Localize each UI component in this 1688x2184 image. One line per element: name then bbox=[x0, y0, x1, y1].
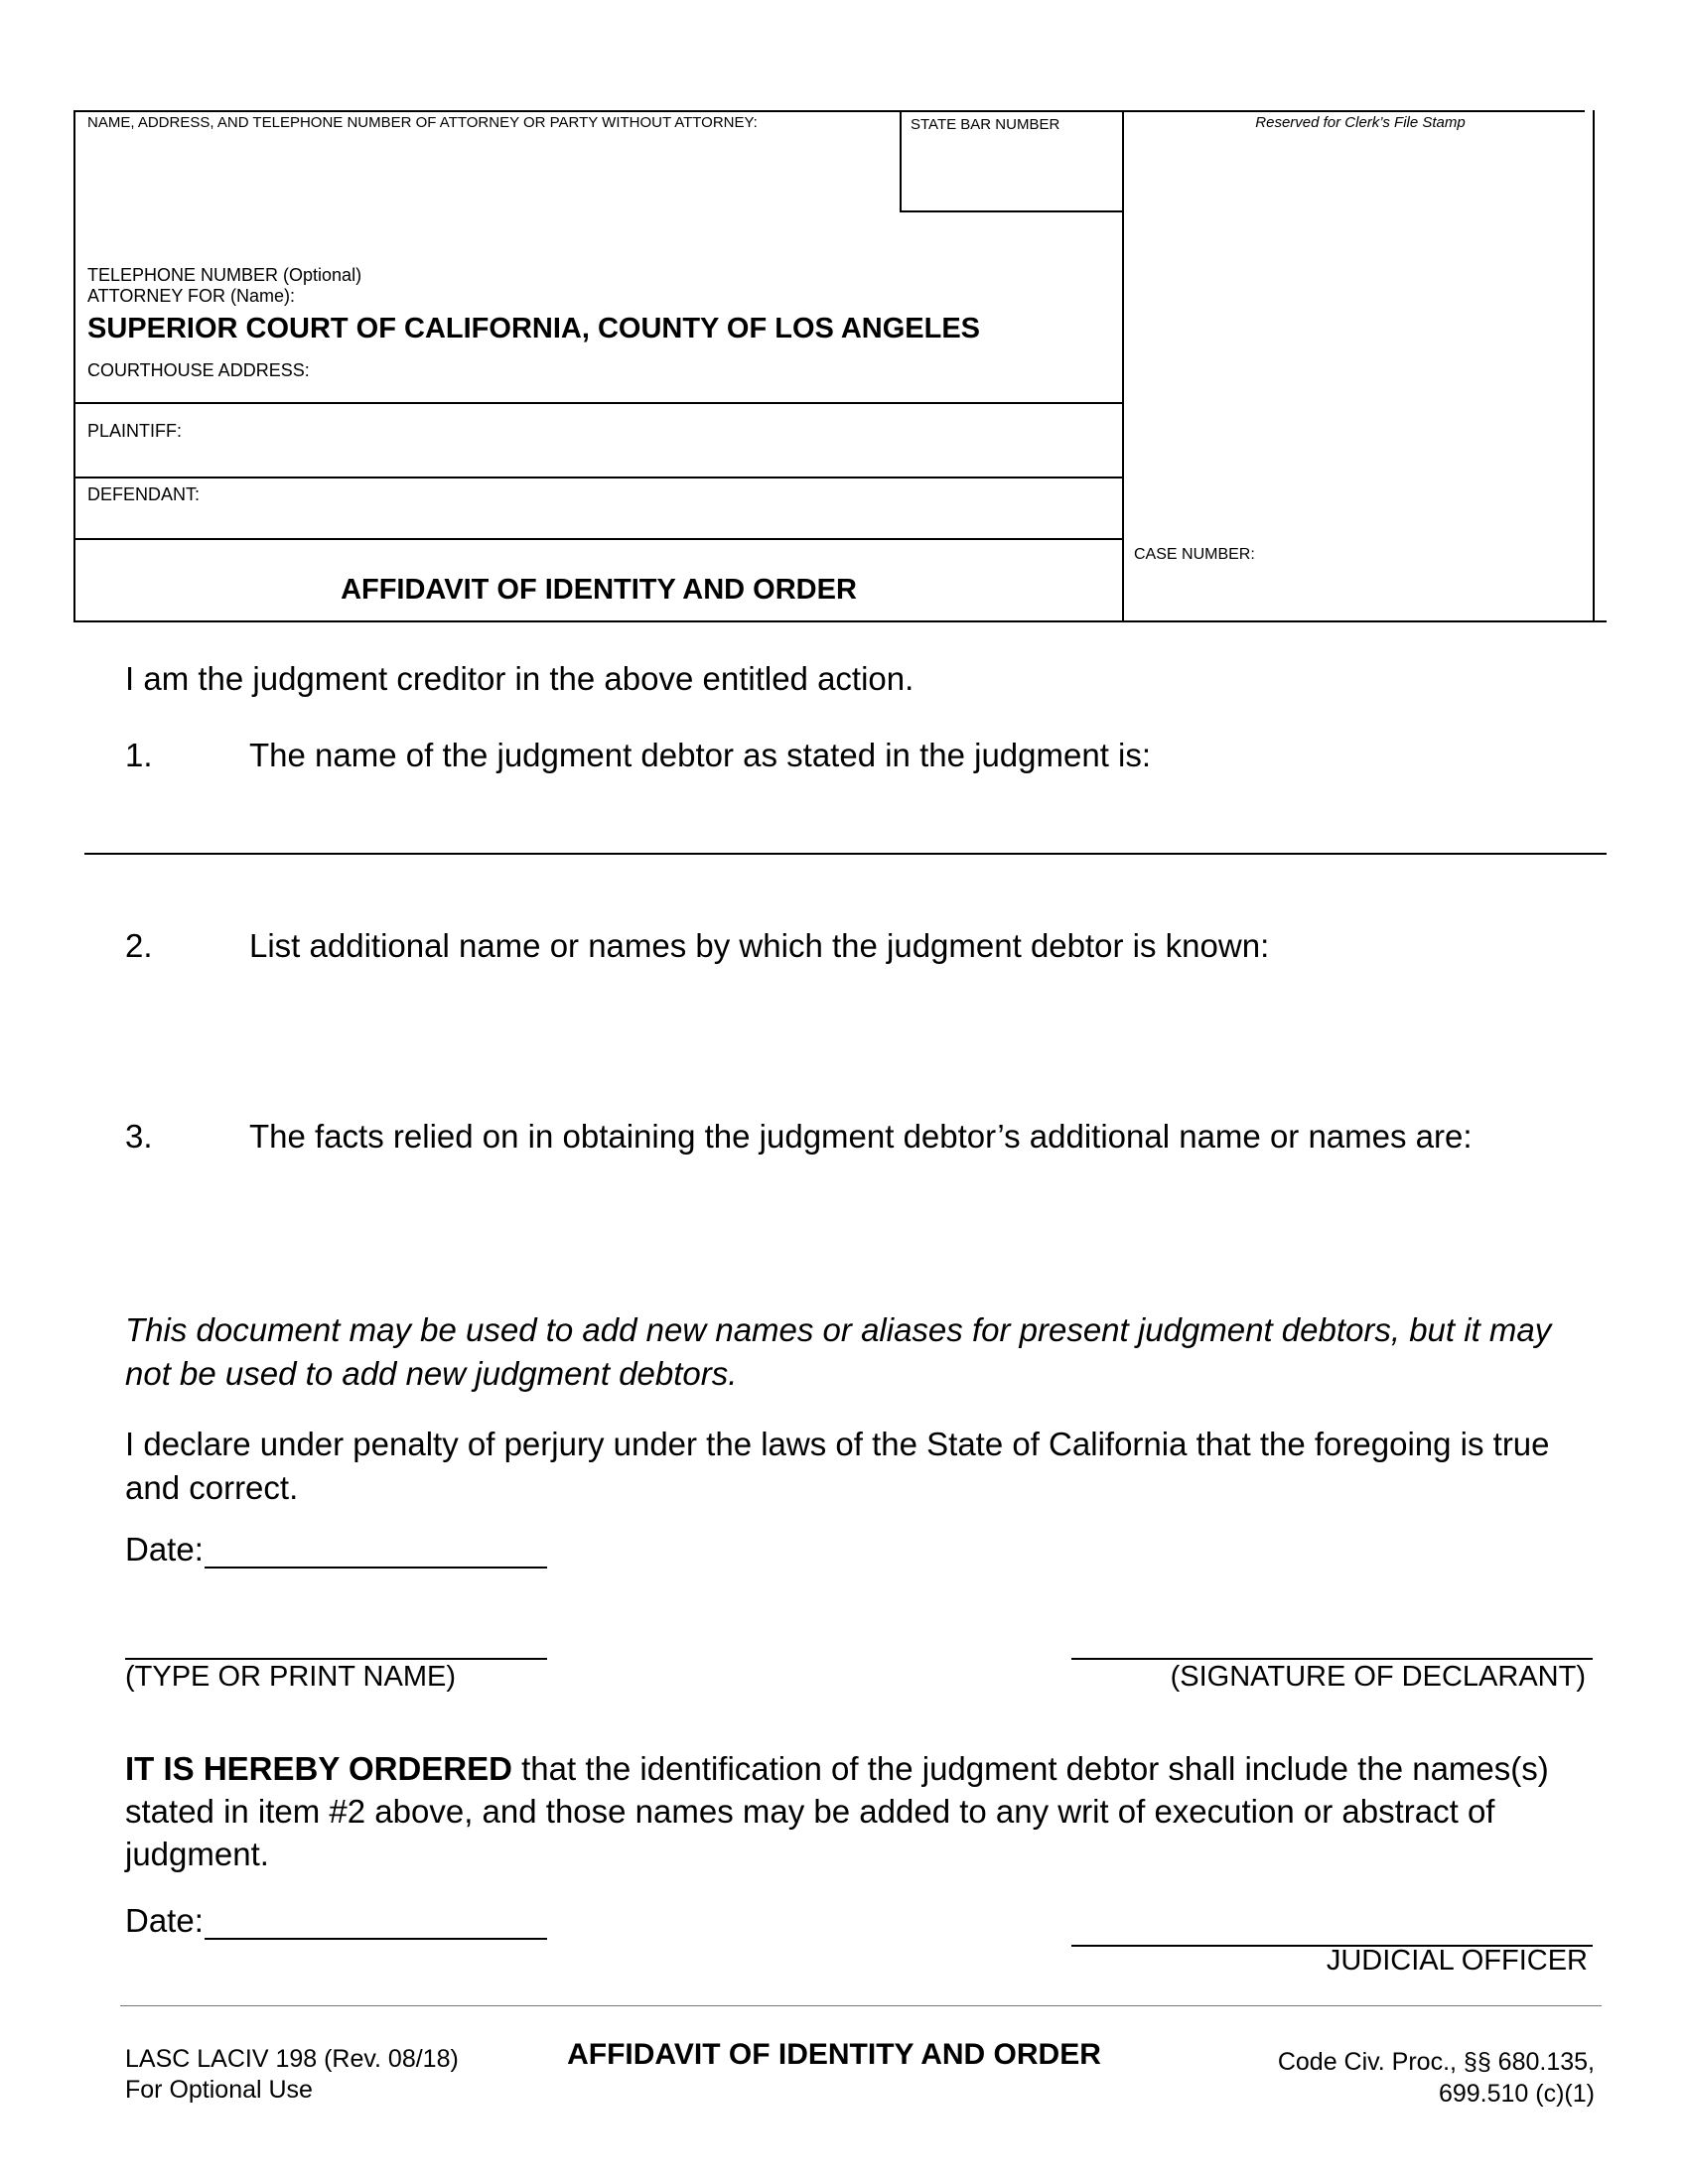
court-name: SUPERIOR COURT OF CALIFORNIA, COUNTY OF LOS ANGELES bbox=[87, 313, 981, 344]
footer-optional-use: For Optional Use bbox=[125, 2076, 313, 2104]
signature-line bbox=[1071, 1658, 1593, 1660]
debtor-name-line bbox=[84, 853, 1607, 855]
caption-bottom-border bbox=[73, 620, 1607, 622]
caption-middle-border bbox=[1122, 110, 1124, 620]
caption-right-border bbox=[1593, 110, 1595, 620]
item-1-text: The name of the judgment debtor as stated in the judgment is: bbox=[249, 737, 1152, 773]
item-2-number: 2. bbox=[125, 927, 153, 964]
footer-form-number: LASC LACIV 198 (Rev. 08/18) bbox=[125, 2045, 459, 2073]
item-1-number: 1. bbox=[125, 737, 153, 773]
declaration-text: I declare under penalty of perjury under the laws of the State of California that the foregoing is true and correct. bbox=[125, 1426, 1550, 1506]
attorney-for-label: ATTORNEY FOR (Name): bbox=[87, 286, 296, 306]
state-bar-box-bottom bbox=[900, 210, 1124, 212]
footer-title: AFFIDAVIT OF IDENTITY AND ORDER bbox=[567, 2038, 1101, 2071]
order-paragraph bbox=[125, 1747, 1595, 1875]
print-name-caption: (TYPE OR PRINT NAME) bbox=[125, 1661, 456, 1693]
intro-text: I am the judgment creditor in the above entitled action. bbox=[125, 660, 914, 697]
item-3-number: 3. bbox=[125, 1118, 153, 1155]
declaration-date-label: Date: bbox=[125, 1531, 204, 1568]
title-divider bbox=[73, 538, 1124, 540]
caption-top-border bbox=[73, 110, 1585, 112]
courthouse-address-label: COURTHOUSE ADDRESS: bbox=[87, 360, 310, 380]
state-bar-label: STATE BAR NUMBER bbox=[911, 116, 1060, 133]
footer-rule bbox=[120, 2005, 1602, 2006]
footer-code-line1: Code Civ. Proc., §§ 680.135, bbox=[1277, 2048, 1595, 2076]
attorney-label: NAME, ADDRESS, AND TELEPHONE NUMBER OF ATTORNEY OR PARTY WITHOUT ATTORNEY: bbox=[87, 114, 758, 131]
usage-note: This document may be used to add new names or aliases for present judgment debtors, but it may not be used to add new judgment debtors. bbox=[125, 1311, 1552, 1392]
clerk-stamp-label: Reserved for Clerk’s File Stamp bbox=[1255, 114, 1466, 131]
declaration-date-line bbox=[205, 1567, 547, 1569]
defendant-divider bbox=[73, 477, 1124, 478]
order-bold: IT IS HEREBY ORDERED bbox=[125, 1750, 512, 1787]
footer-code-line2: 699.510 (c)(1) bbox=[1438, 2080, 1595, 2108]
telephone-label: TELEPHONE NUMBER (Optional) bbox=[87, 265, 362, 285]
judicial-officer-caption: JUDICIAL OFFICER bbox=[1326, 1945, 1588, 1977]
plaintiff-label: PLAINTIFF: bbox=[87, 421, 183, 441]
order-text: that the identification of the judgment debtor shall include the names(s) stated in item #2 above, and those names may be added to any writ of execution or abstract of judgment. bbox=[125, 1750, 1549, 1872]
print-name-line bbox=[125, 1658, 547, 1660]
case-number-label: CASE NUMBER: bbox=[1134, 546, 1255, 563]
state-bar-box-left bbox=[900, 110, 902, 211]
plaintiff-divider bbox=[73, 402, 1124, 404]
order-date-label: Date: bbox=[125, 1902, 204, 1939]
caption-left-border bbox=[73, 110, 75, 620]
form-title: AFFIDAVIT OF IDENTITY AND ORDER bbox=[341, 574, 857, 606]
item-2-text: List additional name or names by which the judgment debtor is known: bbox=[249, 927, 1270, 964]
order-date-line bbox=[205, 1938, 547, 1940]
defendant-label: DEFENDANT: bbox=[87, 484, 201, 504]
signature-caption: (SIGNATURE OF DECLARANT) bbox=[1170, 1661, 1586, 1693]
item-3-text: The facts relied on in obtaining the judgment debtor’s additional name or names are: bbox=[249, 1118, 1473, 1155]
